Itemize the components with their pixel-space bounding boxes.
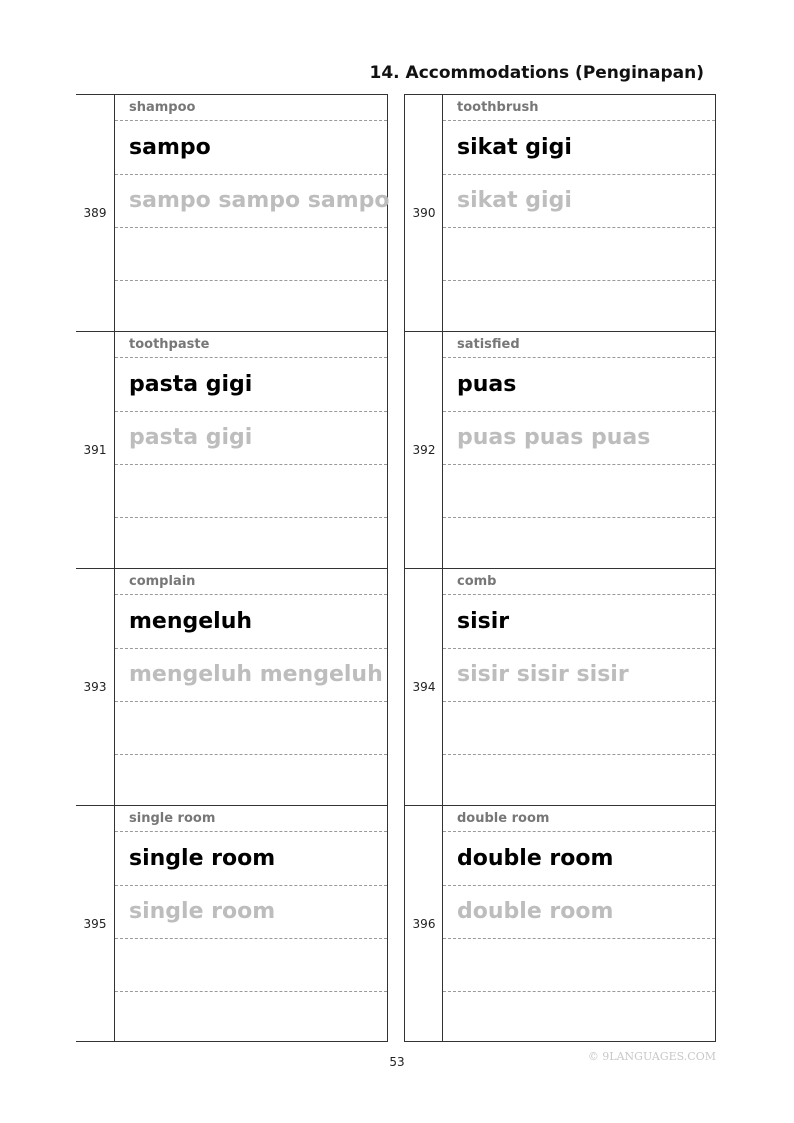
english-gloss: toothpaste <box>129 337 210 352</box>
blank-practice-line <box>115 754 387 807</box>
writing-lines <box>443 569 716 805</box>
english-gloss: complain <box>129 574 196 589</box>
indonesian-word: sikat gigi <box>457 135 572 160</box>
blank-practice-line <box>443 991 715 1044</box>
blank-practice-line <box>443 701 715 755</box>
entry-number: 390 <box>412 206 436 220</box>
trace-row <box>443 648 715 702</box>
english-gloss: satisfied <box>457 337 520 352</box>
entry-number: 389 <box>83 206 107 220</box>
writing-lines <box>443 332 716 568</box>
blank-practice-line <box>443 754 715 807</box>
word-row <box>443 832 715 886</box>
entry-number: 394 <box>412 680 436 694</box>
entry-number-cell <box>76 806 115 1041</box>
word-row <box>443 595 715 649</box>
indonesian-word: puas <box>457 372 517 397</box>
english-gloss: toothbrush <box>457 100 539 115</box>
writing-lines <box>115 806 388 1041</box>
entry-number-cell <box>404 569 443 805</box>
english-gloss-row <box>115 95 387 121</box>
english-gloss-row <box>443 569 715 595</box>
english-gloss: shampoo <box>129 100 196 115</box>
vocab-card-391 <box>76 331 388 568</box>
word-row <box>115 358 387 412</box>
blank-practice-line <box>115 938 387 992</box>
english-gloss: double room <box>457 811 550 826</box>
indonesian-word: mengeluh <box>129 609 253 634</box>
word-row <box>115 121 387 175</box>
blank-practice-line <box>115 991 387 1044</box>
word-row <box>443 358 715 412</box>
entry-number-cell <box>404 806 443 1041</box>
english-gloss: comb <box>457 574 497 589</box>
entry-number-cell <box>404 95 443 331</box>
word-row <box>443 121 715 175</box>
blank-practice-line <box>443 464 715 518</box>
blank-practice-line <box>443 517 715 570</box>
vocab-card-390 <box>404 94 716 331</box>
blank-practice-line <box>115 464 387 518</box>
entry-number-cell <box>404 332 443 568</box>
vocab-card-389 <box>76 94 388 331</box>
entry-number: 392 <box>412 443 436 457</box>
word-row <box>115 595 387 649</box>
right-column <box>404 94 716 1042</box>
vocab-card-396 <box>404 805 716 1042</box>
trace-text: mengeluh mengeluh <box>129 662 383 687</box>
writing-lines <box>115 332 388 568</box>
trace-row <box>443 174 715 228</box>
blank-practice-line <box>115 227 387 281</box>
entry-number: 391 <box>83 443 107 457</box>
entry-number-cell <box>76 95 115 331</box>
english-gloss-row <box>443 332 715 358</box>
trace-row <box>443 885 715 939</box>
vocab-card-392 <box>404 331 716 568</box>
trace-row <box>115 174 390 228</box>
vocab-card-394 <box>404 568 716 805</box>
entry-number: 395 <box>83 917 107 931</box>
english-gloss-row <box>443 95 715 121</box>
writing-lines <box>115 569 388 805</box>
trace-text: sikat gigi <box>457 188 572 213</box>
section-title: 14. Accommodations (Penginapan) <box>369 63 704 83</box>
blank-practice-line <box>115 701 387 755</box>
indonesian-word: double room <box>457 846 614 871</box>
english-gloss-row <box>115 806 387 832</box>
indonesian-word: sampo <box>129 135 211 160</box>
trace-text: sampo sampo sampo <box>129 188 390 213</box>
english-gloss-row <box>115 569 387 595</box>
blank-practice-line <box>443 938 715 992</box>
vocab-card-393 <box>76 568 388 805</box>
trace-row <box>443 411 715 465</box>
trace-text: single room <box>129 899 276 924</box>
indonesian-word: single room <box>129 846 276 871</box>
trace-row <box>115 885 387 939</box>
trace-text: sisir sisir sisir <box>457 662 629 687</box>
blank-practice-line <box>115 280 387 333</box>
copyright-notice: © 9LANGUAGES.COM <box>587 1050 716 1063</box>
trace-text: pasta gigi <box>129 425 253 450</box>
indonesian-word: pasta gigi <box>129 372 253 397</box>
blank-practice-line <box>443 280 715 333</box>
indonesian-word: sisir <box>457 609 510 634</box>
word-row <box>115 832 387 886</box>
writing-lines <box>443 806 716 1041</box>
entry-number: 393 <box>83 680 107 694</box>
entry-number-cell <box>76 569 115 805</box>
english-gloss-row <box>443 806 715 832</box>
writing-lines <box>115 95 388 331</box>
trace-text: puas puas puas <box>457 425 651 450</box>
entry-number: 396 <box>412 917 436 931</box>
trace-row <box>115 648 387 702</box>
blank-practice-line <box>443 227 715 281</box>
vocab-card-395 <box>76 805 388 1042</box>
english-gloss: single room <box>129 811 216 826</box>
trace-text: double room <box>457 899 614 924</box>
english-gloss-row <box>115 332 387 358</box>
blank-practice-line <box>115 517 387 570</box>
page-number: 53 <box>389 1055 405 1069</box>
writing-lines <box>443 95 716 331</box>
trace-row <box>115 411 387 465</box>
entry-number-cell <box>76 332 115 568</box>
left-column <box>76 94 388 1042</box>
